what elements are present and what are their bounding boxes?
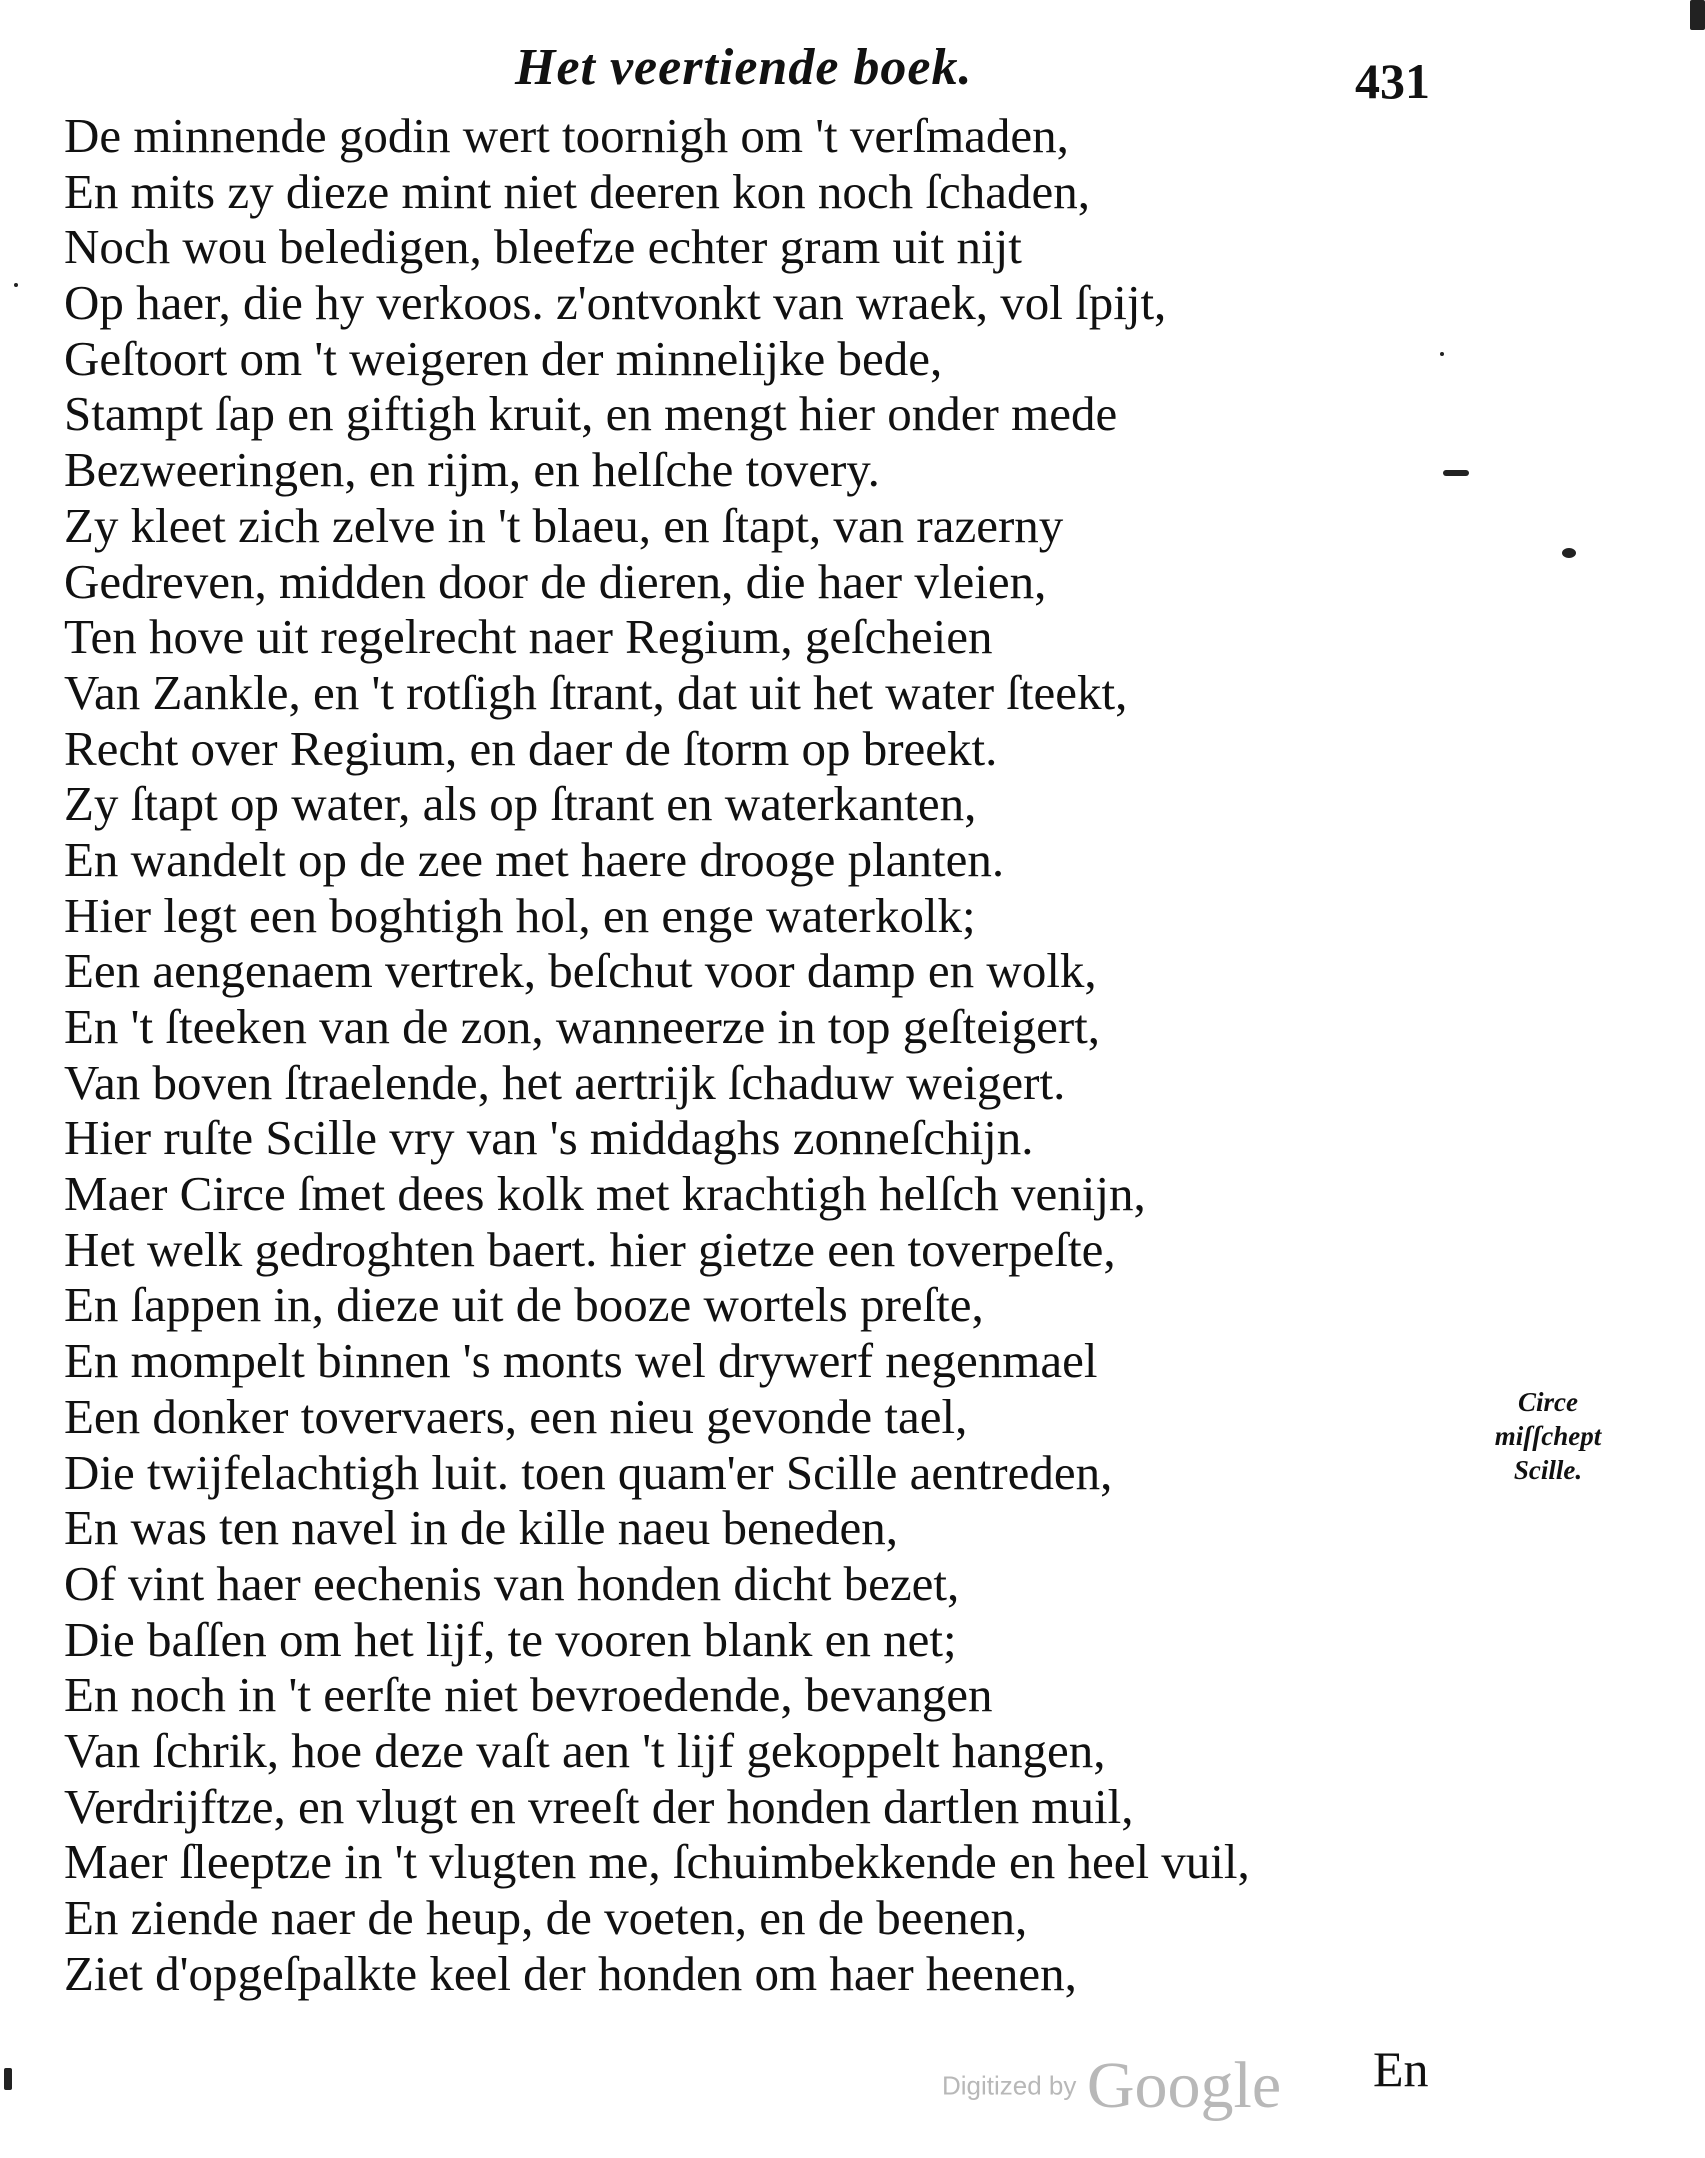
- verse-line: Zy ſtapt op water, als op ſtrant en waterkanten,: [64, 776, 977, 832]
- verse-line: Stampt ſap en giftigh kruit, en mengt hier onder mede: [64, 386, 1118, 442]
- ink-speck: [4, 2068, 12, 2090]
- verse-line: Van ſchrik, hoe deze vaſt aen 't lijf gekoppelt hangen,: [64, 1722, 1106, 1778]
- verse-line: Zy kleet zich zelve in 't blaeu, en ſtapt, van razerny: [64, 497, 1064, 553]
- digitization-watermark: [942, 2048, 1281, 2124]
- verse-line: Maer Circe ſmet dees kolk met krachtigh helſch venijn,: [64, 1166, 1146, 1222]
- ink-speck: [1690, 0, 1705, 30]
- verse-line: En noch in 't eerſte niet bevroedende, bevangen: [64, 1667, 993, 1723]
- ink-speck: [1440, 352, 1444, 356]
- verse-line: Een donker tovervaers, een nieu gevonde tael,: [64, 1388, 968, 1444]
- marginal-note-line: Scille.: [1513, 1455, 1583, 1485]
- verse-line: Hier legt een boghtigh hol, en enge waterkolk;: [64, 887, 976, 943]
- google-logo: Google: [1086, 2049, 1282, 2122]
- verse-line: Verdrijftze, en vlugt en vreeſt der honden dartlen muil,: [64, 1778, 1134, 1834]
- verse-line: Die baſſen om het lijf, te vooren blank en net;: [64, 1611, 957, 1667]
- verse-line: Ten hove uit regelrecht naer Regium, geſcheien: [64, 609, 993, 665]
- verse-line: De minnende godin wert toornigh om 't verſmaden,: [64, 108, 1069, 163]
- verse-line: En mompelt binnen 's monts wel drywerf negenmael: [64, 1333, 1098, 1389]
- marginal-note-line: Circe: [1518, 1387, 1578, 1417]
- verse-line: Geſtoort om 't weigeren der minnelijke bede,: [64, 330, 943, 386]
- marginal-note: [1448, 1385, 1648, 1487]
- verse-line: Het welk gedroghten baert. hier gietze een toverpeſte,: [64, 1221, 1116, 1277]
- marginal-note-line: miſſchept: [1494, 1421, 1602, 1451]
- verse-line: En ſappen in, dieze uit de booze wortels preſte,: [64, 1277, 984, 1333]
- ink-speck: [1562, 548, 1576, 558]
- verse-line: Of vint haer eechenis van honden dicht bezet,: [64, 1555, 960, 1611]
- verse-line: Gedreven, midden door de dieren, die haer vleien,: [64, 553, 1047, 609]
- verse-line: Van boven ſtraelende, het aertrijk ſchaduw weigert.: [64, 1054, 1066, 1110]
- running-title: Het veertiende boek.: [515, 39, 973, 96]
- verse-line: Bezweeringen, en rijm, en helſche tovery.: [64, 442, 880, 498]
- watermark-prefix: Digitized by: [942, 2070, 1077, 2101]
- verse-line: Maer ſleeptze in 't vlugten me, ſchuimbekkende en heel vuil,: [64, 1834, 1250, 1890]
- ink-speck: [14, 283, 18, 287]
- verse-line: Recht over Regium, en daer de ſtorm op breekt.: [64, 720, 998, 776]
- verse-line: Ziet d'opgeſpalkte keel der honden om haer heenen,: [64, 1945, 1077, 2001]
- verse-line: En mits zy dieze mint niet deeren kon noch ſchaden,: [64, 163, 1090, 219]
- ink-speck: [1443, 470, 1469, 476]
- verse-line: Noch wou beledigen, bleefze echter gram uit nijt: [64, 219, 1022, 275]
- verse-line: En was ten navel in de kille naeu beneden,: [64, 1500, 899, 1556]
- verse-line: En wandelt op de zee met haere drooge planten.: [64, 831, 1005, 887]
- catchword: En: [1373, 2041, 1429, 2097]
- verse-block: [64, 108, 1484, 2001]
- verse-line: Hier ruſte Scille vry van 's middaghs zonneſchijn.: [64, 1110, 1034, 1166]
- verse-line: En ziende naer de heup, de voeten, en de beenen,: [64, 1890, 1028, 1945]
- verse-line: En 't ſteeken van de zon, wanneerze in top geſteigert,: [64, 999, 1101, 1054]
- verse-line: Die twijfelachtigh luit. toen quam'er Scille aentreden,: [64, 1444, 1113, 1500]
- verse-line: Op haer, die hy verkoos. z'ontvonkt van wraek, vol ſpijt,: [64, 275, 1167, 331]
- verse-line: Van Zankle, en 't rotſigh ſtrant, dat uit het water ſteekt,: [64, 664, 1128, 720]
- verse-line: Een aengenaem vertrek, beſchut voor damp en wolk,: [64, 943, 1097, 999]
- page-number: 431: [1355, 53, 1430, 109]
